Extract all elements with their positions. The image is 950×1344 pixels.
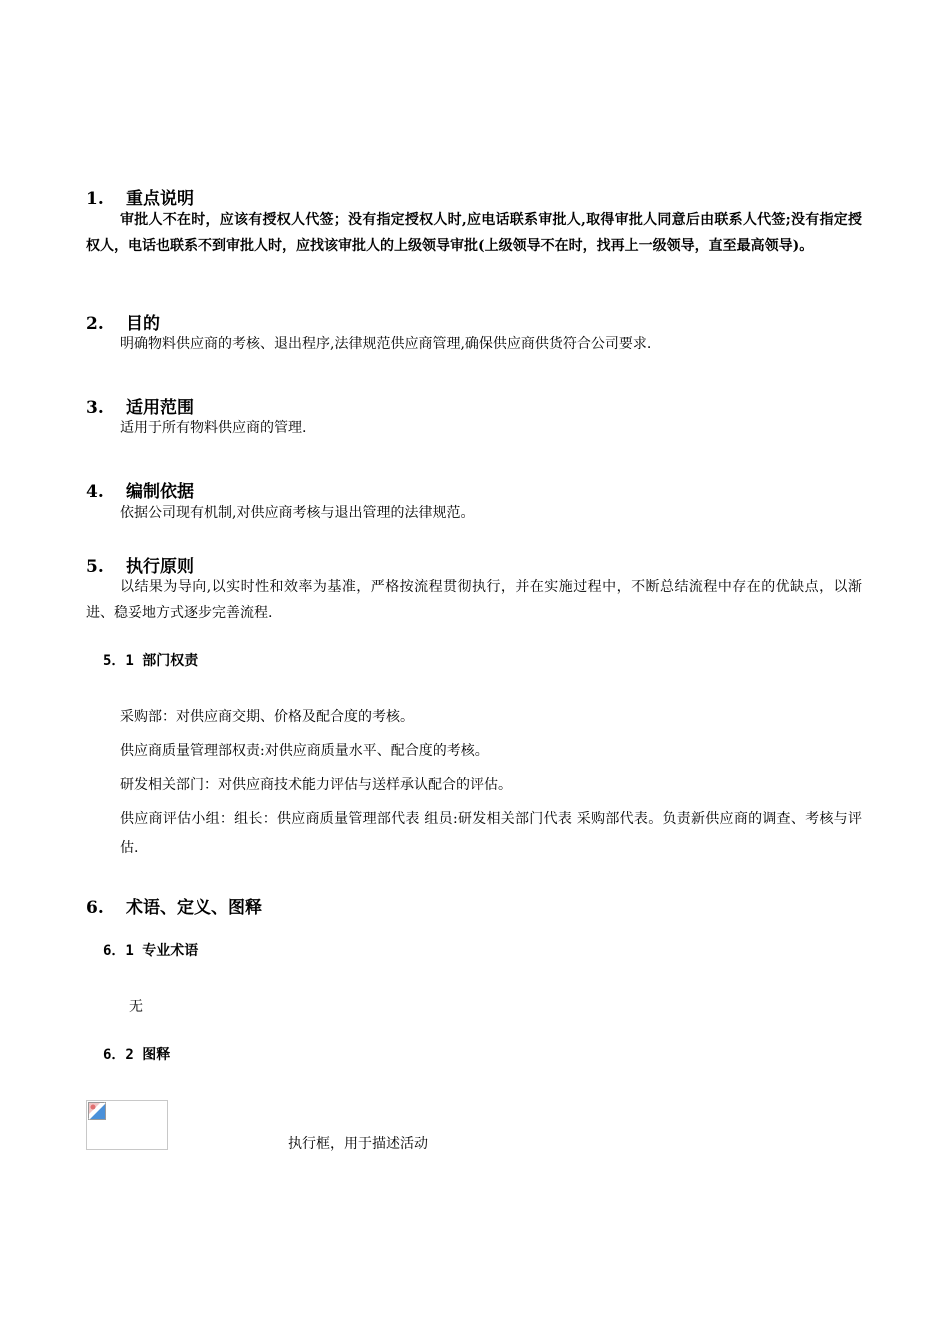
section-number: 1. [86, 189, 104, 209]
section-2-body: 明确物料供应商的考核、退出程序,法律规范供应商管理,确保供应商供货符合公司要求. [120, 336, 652, 352]
list-item: 研发相关部门：对供应商技术能力评估与送样承认配合的评估。 [120, 777, 512, 793]
section-number: 6. [86, 898, 104, 918]
section-title: 术语、定义、图释 [126, 898, 262, 918]
subsection-5-1-heading: 5．1 部门权责 [103, 653, 199, 669]
section-number: 2. [86, 314, 104, 334]
section-3-body: 适用于所有物料供应商的管理. [120, 420, 307, 436]
list-item: 供应商质量管理部权责:对供应商质量水平、配合度的考核。 [120, 743, 489, 759]
section-title: 适用范围 [126, 398, 194, 418]
section-1-heading [86, 184, 194, 209]
section-4-body: 依据公司现有机制,对供应商考核与退出管理的法律规范。 [120, 505, 475, 521]
list-item: 采购部：对供应商交期、价格及配合度的考核。 [120, 709, 414, 725]
diagram-image-placeholder [86, 1100, 168, 1150]
section-title: 执行原则 [126, 557, 194, 577]
section-6-heading [86, 893, 262, 918]
section-number: 4. [86, 482, 104, 502]
list-item: 供应商评估小组：组长：供应商质量管理部代表 组员:研发相关部门代表 采购部代表。负责新供应商的调查、考核与评估. [120, 811, 862, 856]
section-1-body: 审批人不在时，应该有授权人代签；没有指定授权人时,应电话联系审批人,取得审批人同意后由联系人代签;没有指定授权人，电话也联系不到审批人时，应找该审批人的上级领导审批(上级领导不在时，找再上一级领导，直至最高领导)。 [86, 212, 862, 254]
section-title: 编制依据 [126, 482, 194, 502]
broken-image-icon [88, 1102, 106, 1120]
subsection-6-1-heading: 6．1 专业术语 [103, 943, 199, 959]
section-title: 重点说明 [126, 189, 194, 209]
section-number: 3. [86, 398, 104, 418]
diagram-caption: 执行框，用于描述活动 [288, 1136, 428, 1152]
section-5-body: 以结果为导向,以实时性和效率为基准，严格按流程贯彻执行，并在实施过程中，不断总结流程中存在的优缺点，以渐进、稳妥地方式逐步完善流程. [86, 579, 862, 621]
section-4-heading [86, 477, 194, 502]
responsibility-list [120, 703, 862, 863]
subsection-6-1-body: 无 [129, 999, 143, 1015]
section-number: 5. [86, 557, 104, 577]
section-title: 目的 [126, 314, 160, 334]
subsection-6-2-heading: 6．2 图释 [103, 1047, 171, 1063]
